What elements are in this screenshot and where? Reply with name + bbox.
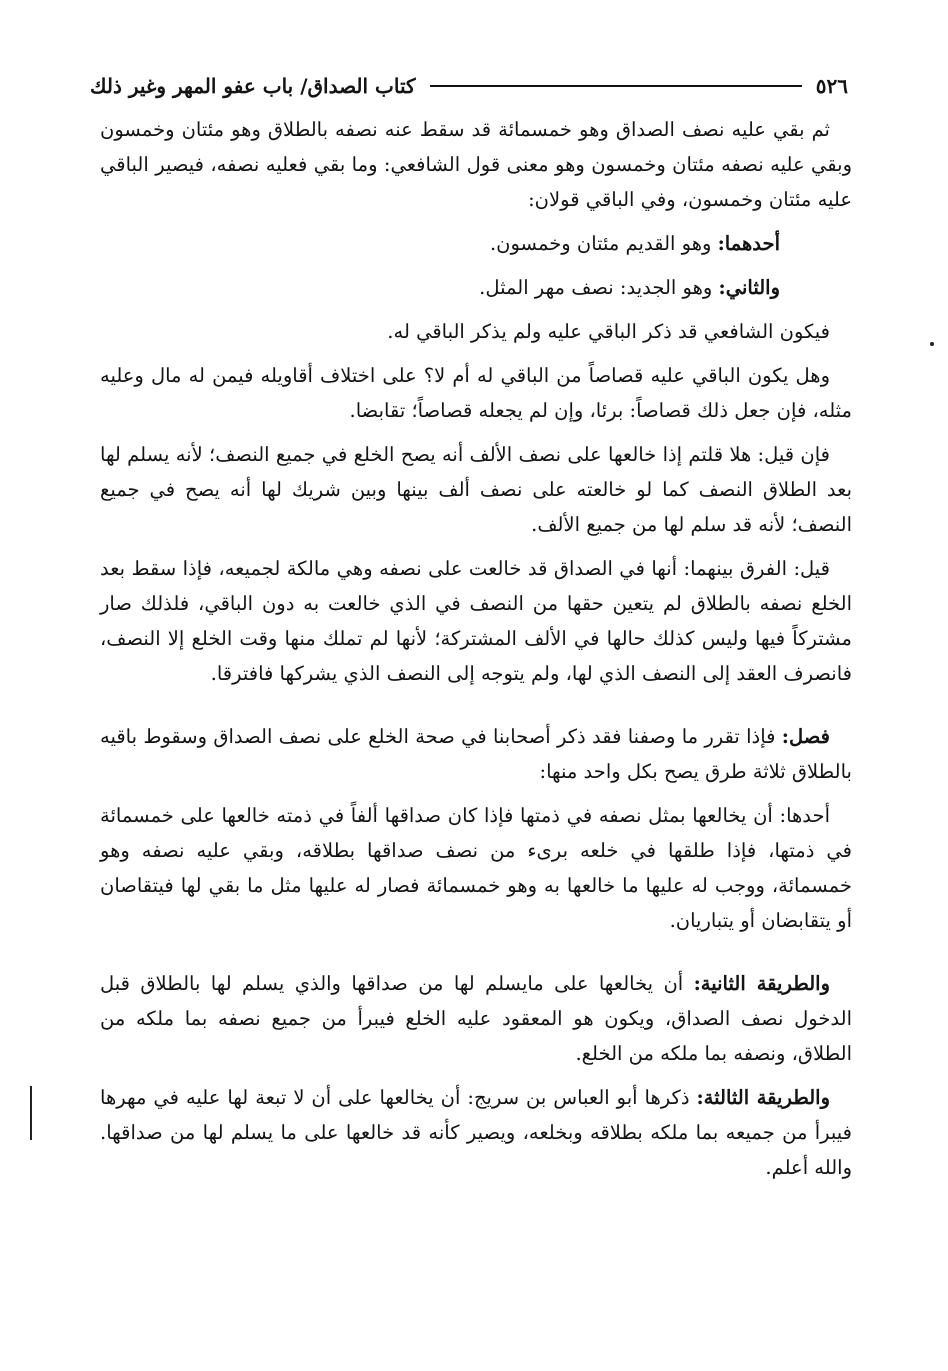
paragraph-text: قيل: الفرق بينهما: أنها في الصداق قد خالعت على نصفه وهي مالكة لجميعه، فإذا سقط بعد الخلع نصفه بالطلاق لم يتعين حقها من النصف في الذي خالعت به دون الباقي، فلذلك صار مشتركاً فيها وليس كذلك حالها في الألف المشتركة؛ لأنها لم تملك منها وقت الخلع إلا النصف، فانصرف العقد إلى النصف الذي لها، ولم يتوجه إلى النصف الذي يشركها فافترقا. (100, 557, 852, 685)
paragraph-text: ثم بقي عليه نصف الصداق وهو خمسمائة قد سقط عنه نصفه بالطلاق وهو مئتان وخمسون وبقي عليه نصفه مئتان وخمسون وهو معنى قول الشافعي: وما بقي فعليه نصفه، فيصير الباقي عليه مئتان وخمسون، وفي الباقي قولان: (100, 118, 852, 211)
paragraph (100, 270, 852, 305)
paragraph-lead: والثاني: (718, 276, 780, 299)
paragraph-text: وهو الجديد: نصف مهر المثل. (479, 276, 719, 299)
paragraph-lead: والطريقة الثالثة: (696, 1086, 830, 1109)
paragraph (100, 551, 852, 691)
paragraph-text: أحدها: أن يخالعها بمثل نصفه في ذمتها فإذا كان صداقها ألفاً في ذمته خالعها على خمسمائة في ذمتها، فإذا طلقها في خلعه برىء من نصف صداقها بطلاقه، وبقي عليه نصفه وهو خمسمائة، ووجب له عليها ما خالعها به وهو خمسمائة فصار له عليها مثل ما بقي لها فيتقاصان أو يتقابضان أو يتباريان. (100, 804, 852, 932)
margin-scan-dot (930, 342, 934, 346)
paragraph (100, 798, 852, 938)
page-number: ٥٢٦ (815, 74, 848, 98)
paragraph-text: أن يخالعها على مايسلم لها من صداقها والذي يسلم لها بالطلاق قبل الدخول نصف الصداق، ويكون هو المعقود عليه الخلع فيبرأ من جميع نصفه بما ملكه من الطلاق، ونصفه بما ملكه من الخلع. (100, 972, 852, 1065)
paragraph (100, 358, 852, 428)
header-rule (430, 85, 802, 87)
page-header (90, 66, 848, 106)
paragraph-text: وهل يكون الباقي عليه قصاصاً من الباقي له أم لا؟ على اختلاف أقاويله فيمن له مال وعليه مثله، فإن جعل ذلك قصاصاً: برئا، وإن لم يجعله قصاصاً؛ تقابضا. (100, 364, 852, 422)
margin-scan-mark (30, 1086, 32, 1140)
paragraph-text: فإن قيل: هلا قلتم إذا خالعها على نصف الألف أنه يصح الخلع في جميع النصف؛ لأنه يسلم لها بعد الطلاق النصف كما لو خالعته على نصف ألف بينها وبين شريك لها أنه يصح في جميع النصف؛ لأنه قد سلم لها من جميع الألف. (100, 443, 852, 536)
paragraph-text: فيكون الشافعي قد ذكر الباقي عليه ولم يذكر الباقي له. (387, 320, 830, 343)
paragraph (100, 719, 852, 789)
paragraph-lead: أحدهما: (717, 232, 780, 255)
paragraph-lead: والطريقة الثانية: (693, 972, 830, 995)
paragraph-text: فإذا تقرر ما وصفنا فقد ذكر أصحابنا في صحة الخلع على نصف الصداق وسقوط باقيه بالطلاق ثلاثة طرق يصح بكل واحد منها: (100, 725, 852, 783)
paragraph-text: ذكرها أبو العباس بن سريج: أن يخالعها على أن لا تبعة لها عليه في مهرها فيبرأ من جميعه بما ملكه بطلاقه وبخلعه، ويصير كأنه قد خالعها على ما يسلم لها من صداقها. والله أعلم. (100, 1086, 852, 1179)
running-title: كتاب الصداق/ باب عفو المهر وغير ذلك (90, 74, 416, 98)
paragraph (100, 437, 852, 542)
paragraph-text: وهو القديم مئتان وخمسون. (489, 232, 718, 255)
paragraph (100, 226, 852, 261)
paragraph (100, 966, 852, 1071)
paragraph-lead: فصل: (781, 725, 830, 748)
page-body (100, 112, 852, 1194)
paragraph (100, 112, 852, 217)
paragraph (100, 1080, 852, 1185)
paragraph (100, 314, 852, 349)
